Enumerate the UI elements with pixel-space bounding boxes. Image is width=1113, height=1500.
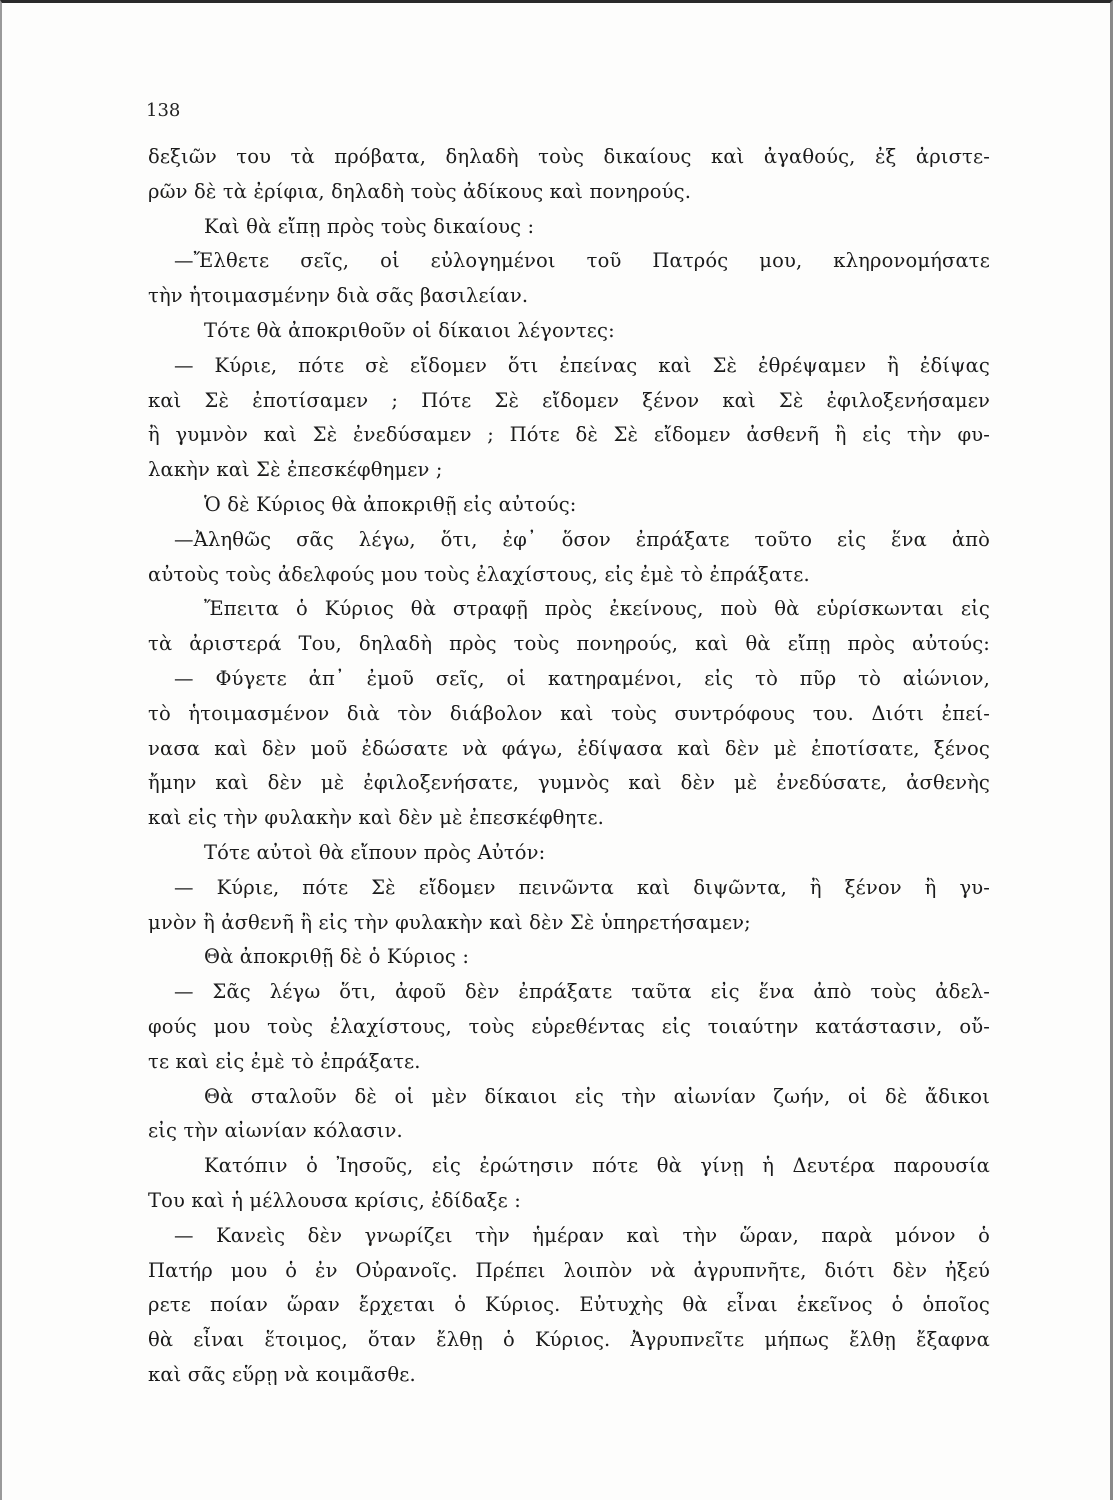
text-line: τὰ ἀριστερά Του, δηλαδὴ πρὸς τοὺς πονηρούς, καὶ θὰ εἴπῃ πρὸς αὐτούς: [148, 632, 990, 656]
text-line: τὸ ἡτοιμασμένον διὰ τὸν διάβολον καὶ τοὺς συντρόφους του. Διότι ἐπεί- [148, 701, 990, 725]
text-line: νασα καὶ δὲν μοῦ ἐδώσατε νὰ φάγω, ἐδίψασα καὶ δὲν μὲ ἐποτίσατε, ξένος [148, 736, 990, 760]
text-line: καὶ Σὲ ἐποτίσαμεν ; Πότε Σὲ εἴδομεν ξένον καὶ Σὲ ἐφιλοξενήσαμεν [148, 388, 990, 412]
text-line: φούς μου τοὺς ἐλαχίστους, τοὺς εὑρεθέντας εἰς τοιαύτην κατάστασιν, οὔ- [148, 1014, 990, 1038]
text-line: τε καὶ εἰς ἐμὲ τὸ ἐπράξατε. [148, 1049, 421, 1073]
text-line: εἰς τὴν αἰωνίαν κόλασιν. [148, 1119, 403, 1143]
text-line: Ὁ δὲ Κύριος θὰ ἀποκριθῇ εἰς αὐτούς: [204, 492, 577, 516]
text-line: Κατόπιν ὁ Ἰησοῦς, εἰς ἐρώτησιν πότε θὰ γίνῃ ἡ Δευτέρα παρουσία [204, 1154, 990, 1178]
text-line: τὴν ἡτοιμασμένην διὰ σᾶς βασιλείαν. [148, 284, 529, 308]
text-line: καὶ σᾶς εὕρῃ νὰ κοιμᾶσθε. [148, 1362, 416, 1386]
text-line: Πατήρ μου ὁ ἐν Οὐρανοῖς. Πρέπει λοιπὸν νὰ ἀγρυπνῆτε, διότι δὲν ἠξεύ [148, 1258, 990, 1282]
text-line: θὰ εἶναι ἕτοιμος, ὅταν ἔλθῃ ὁ Κύριος. Ἀγρυπνεῖτε μήπως ἔλθῃ ἔξαφνα [148, 1328, 990, 1352]
text-line: Τότε θὰ ἀποκριθοῦν οἱ δίκαιοι λέγοντες: [204, 318, 615, 342]
text-line: ἤμην καὶ δὲν μὲ ἐφιλοξενήσατε, γυμνὸς καὶ δὲν μὲ ἐνεδύσατε, ἀσθενὴς [148, 771, 990, 795]
text-line: Ἔπειτα ὁ Κύριος θὰ στραφῇ πρὸς ἐκείνους, ποὺ θὰ εὑρίσκωνται εἰς [204, 597, 990, 621]
text-line: αὐτοὺς τοὺς ἀδελφούς μου τοὺς ἐλαχίστους, εἰς ἐμὲ τὸ ἐπράξατε. [148, 562, 810, 586]
text-line: — Σᾶς λέγω ὅτι, ἀφοῦ δὲν ἐπράξατε ταῦτα εἰς ἕνα ἀπὸ τοὺς ἀδελ- [174, 980, 990, 1004]
text-line: Τότε αὐτοὶ θὰ εἴπουν πρὸς Αὐτόν: [204, 840, 546, 864]
text-line: ἢ γυμνὸν καὶ Σὲ ἐνεδύσαμεν ; Πότε δὲ Σὲ εἴδομεν ἀσθενῆ ἢ εἰς τὴν φυ- [148, 423, 990, 447]
text-line: καὶ εἰς τὴν φυλακὴν καὶ δὲν μὲ ἐπεσκέφθητε. [148, 806, 604, 830]
text-line: Θὰ ἀποκριθῇ δὲ ὁ Κύριος : [204, 945, 470, 969]
text-line: μνὸν ἢ ἀσθενῆ ἢ εἰς τὴν φυλακὴν καὶ δὲν Σὲ ὑπηρετήσαμεν; [148, 910, 751, 934]
text-line: ρῶν δὲ τὰ ἐρίφια, δηλαδὴ τοὺς ἀδίκους καὶ πονηρούς. [148, 179, 692, 203]
text-line: Του καὶ ἡ μέλλουσα κρίσις, ἐδίδαξε : [148, 1188, 521, 1212]
text-line: λακὴν καὶ Σὲ ἐπεσκέφθημεν ; [148, 458, 443, 482]
text-line: ρετε ποίαν ὥραν ἔρχεται ὁ Κύριος. Εὐτυχὴς θὰ εἶναι ἐκεῖνος ὁ ὁποῖος [148, 1293, 990, 1317]
text-line: — Φύγετε ἀπ᾽ ἐμοῦ σεῖς, οἱ κατηραμένοι, εἰς τὸ πῦρ τὸ αἰώνιον, [174, 666, 990, 690]
text-line: Καὶ θὰ εἴπῃ πρὸς τοὺς δικαίους : [204, 214, 535, 238]
text-line: δεξιῶν του τὰ πρόβατα, δηλαδὴ τοὺς δικαίους καὶ ἀγαθούς, ἐξ ἀριστε- [148, 145, 990, 168]
text-line: — Κύριε, πότε σὲ εἴδομεν ὅτι ἐπείνας καὶ Σὲ ἐθρέψαμεν ἢ ἐδίψας [174, 353, 990, 377]
text-line: Θὰ σταλοῦν δὲ οἱ μὲν δίκαιοι εἰς τὴν αἰωνίαν ζωήν, οἱ δὲ ἄδικοι [204, 1084, 990, 1108]
text-line: —Ἀληθῶς σᾶς λέγω, ὅτι, ἐφ᾽ ὅσον ἐπράξατε τοῦτο εἰς ἕνα ἀπὸ [174, 527, 990, 551]
text-line: —Ἔλθετε σεῖς, οἱ εὐλογημένοι τοῦ Πατρός μου, κληρονομήσατε [174, 249, 990, 273]
page-number: 138 [146, 100, 181, 121]
body-text [148, 140, 990, 1393]
text-line: — Κανεὶς δὲν γνωρίζει τὴν ἡμέραν καὶ τὴν ὥραν, παρὰ μόνον ὁ [174, 1223, 990, 1247]
text-line: — Κύριε, πότε Σὲ εἴδομεν πεινῶντα καὶ διψῶντα, ἢ ξένον ἢ γυ- [174, 875, 990, 899]
